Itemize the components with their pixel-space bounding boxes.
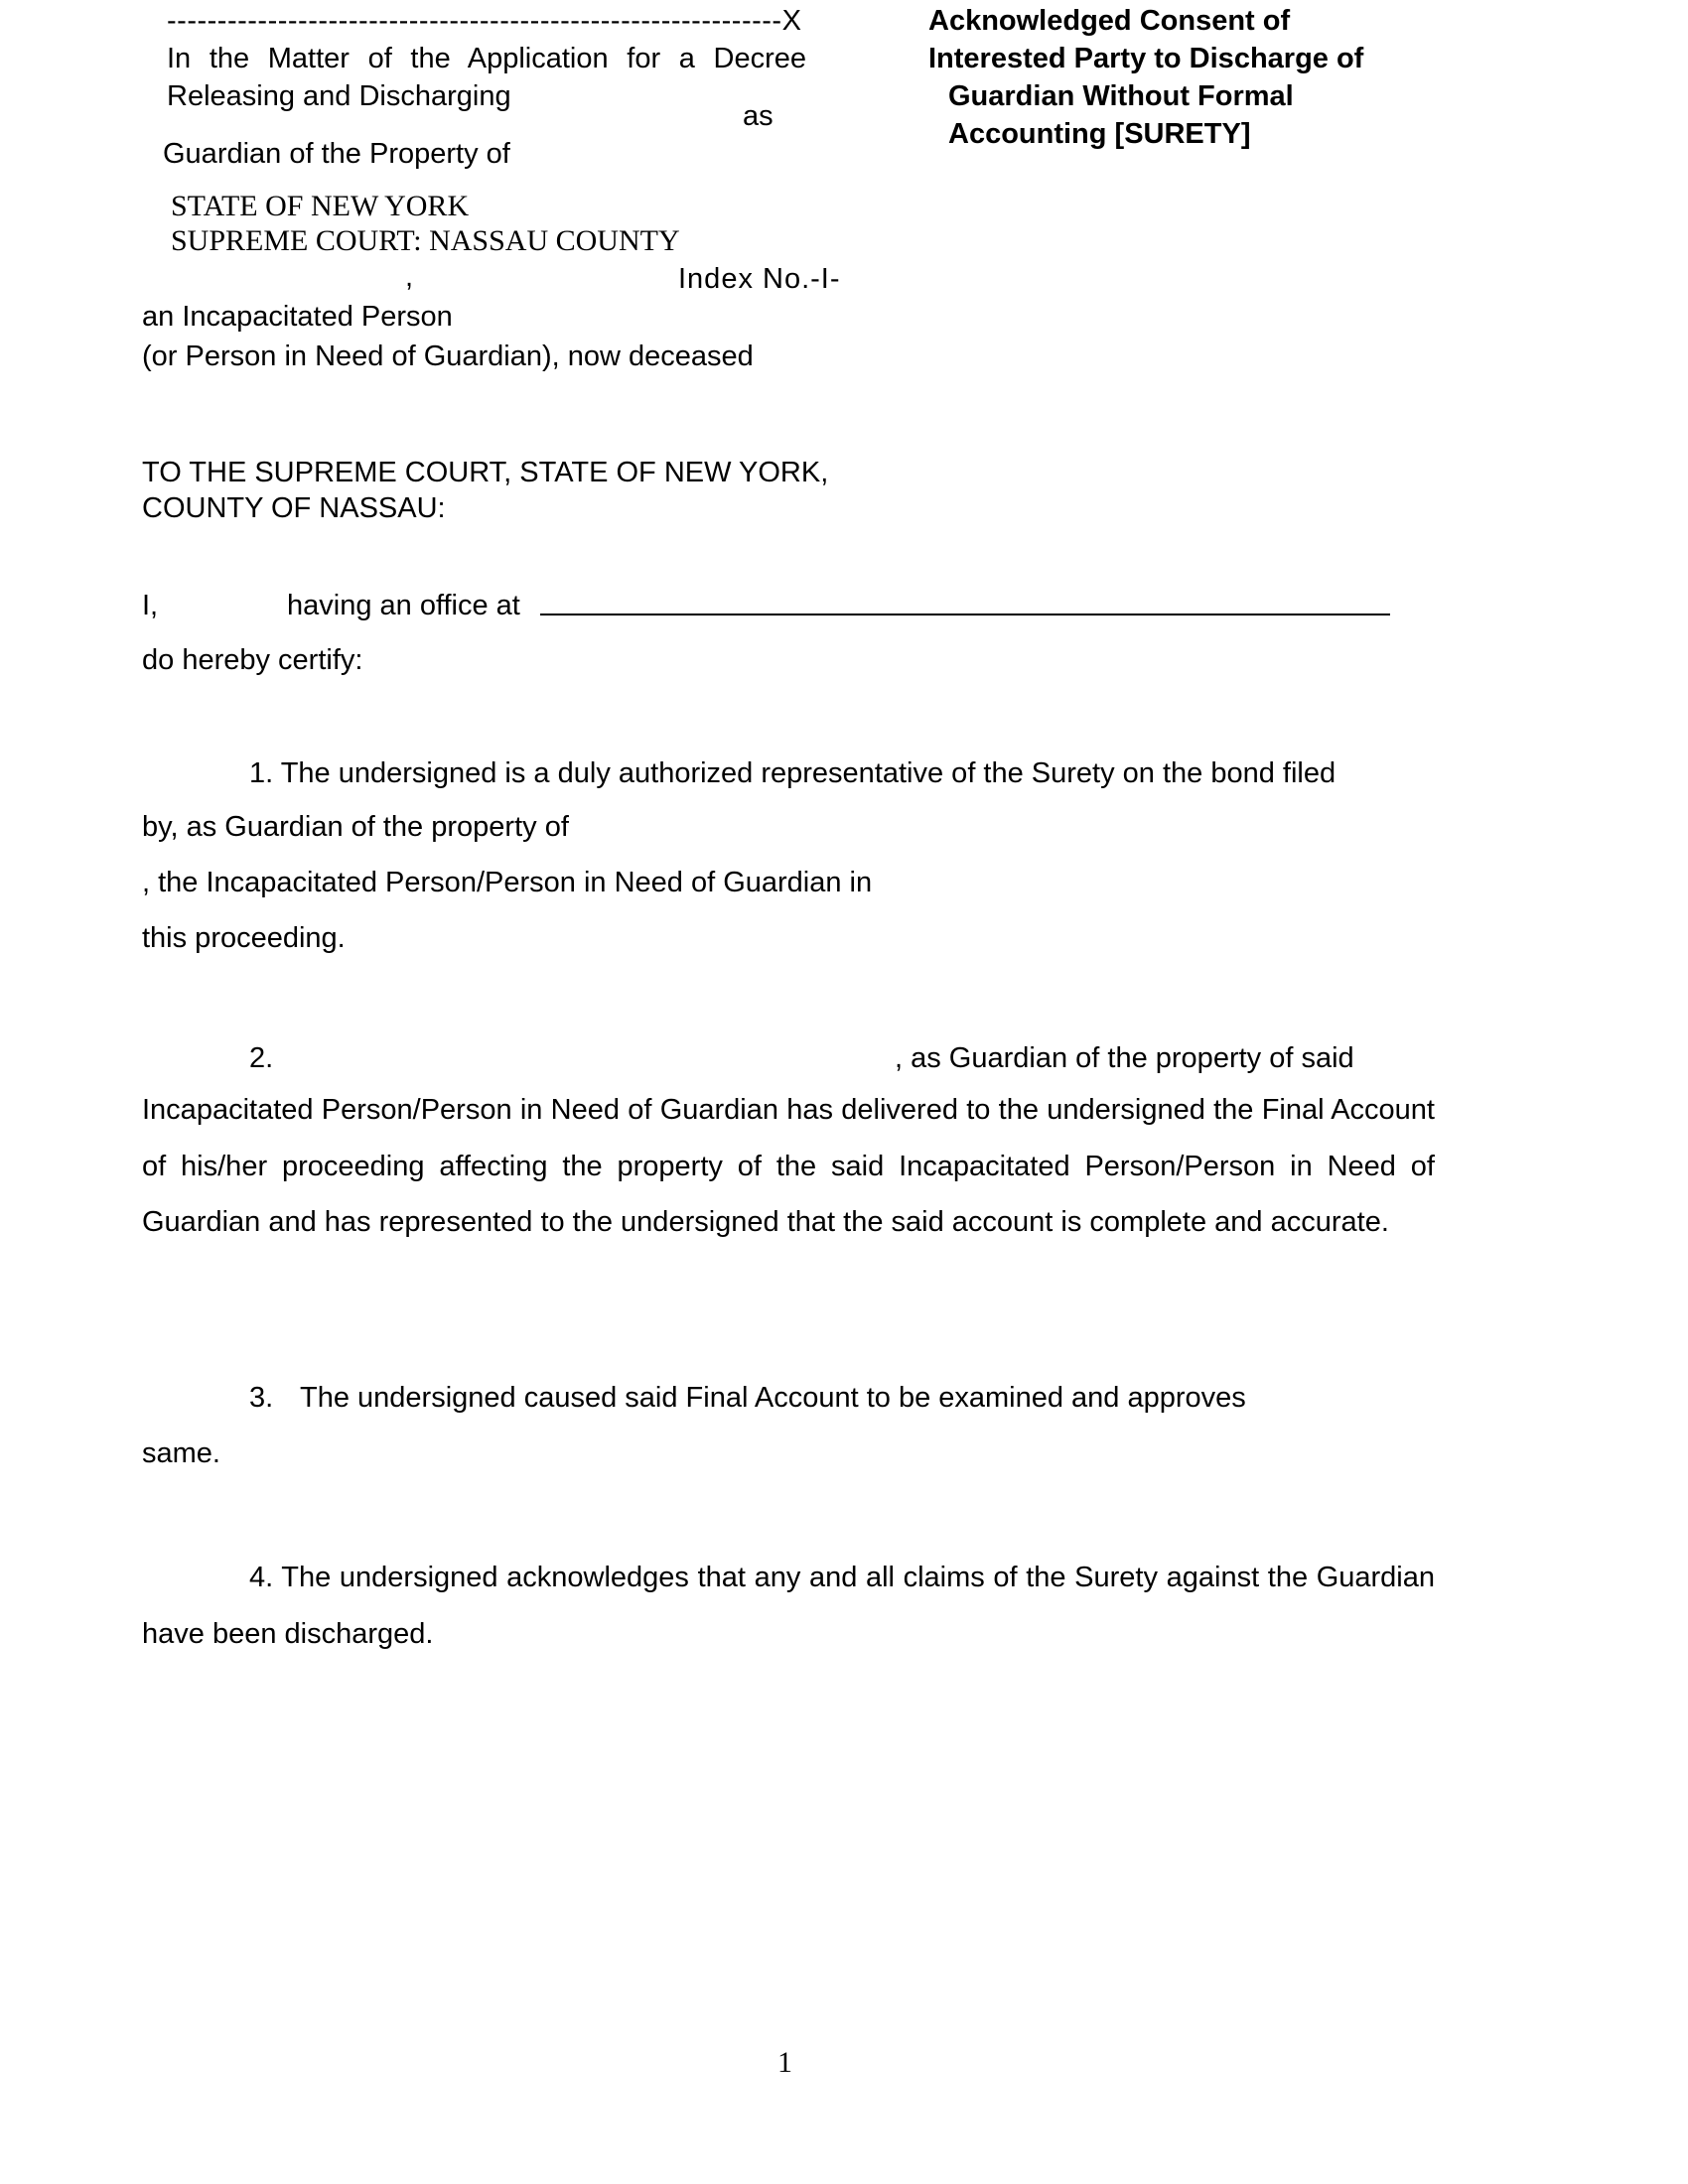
office-address-blank: [540, 614, 1390, 615]
court-name: SUPREME COURT: NASSAU COUNTY: [171, 224, 680, 257]
certifier-i: I,: [142, 590, 159, 621]
document-title-line1: Acknowledged Consent of: [928, 5, 1291, 37]
paragraph-1-third-line: , the Incapacitated Person/Person in Need of Guardian in: [142, 867, 873, 898]
addressee-court: TO THE SUPREME COURT, STATE OF NEW YORK,: [142, 457, 829, 488]
court-state: STATE OF NEW YORK: [171, 190, 470, 222]
paragraph-3-number: 3.: [249, 1382, 274, 1414]
paragraph-1-first-line: [142, 746, 1435, 802]
document-title-line4: Accounting [SURETY]: [948, 118, 1251, 150]
paragraph-2-body: Incapacitated Person/Person in Need of Guardian has delivered to the undersigned the Final Account of his/her proceeding affecting the property of the said Incapacitated Person/Person in Need of Guardian and has represented to the undersigned that the said account is complete and accurate.: [142, 1094, 1435, 1238]
paragraph-4-text: 4. The undersigned acknowledges that any and all claims of the Surety against the Guardian have been discharged.: [142, 1562, 1435, 1650]
caption-releasing-line: Releasing and Discharging: [167, 80, 511, 112]
caption-matter-line: In the Matter of the Application for a Decree: [167, 43, 806, 74]
document-title-line2: Interested Party to Discharge of: [928, 43, 1364, 74]
paragraph-1-text: 1. The undersigned is a duly authorized representative of the Surety on the bond filed: [249, 757, 1336, 789]
caption-divider: -------------------------------------------------------------X: [167, 5, 802, 37]
incapacitated-person: an Incapacitated Person: [142, 301, 453, 333]
paragraph-2-first-line: , as Guardian of the property of said: [895, 1042, 1354, 1074]
paragraph-1-fourth-line: this proceeding.: [142, 922, 346, 954]
page-number: 1: [777, 2046, 792, 2079]
index-number: Index No.-I-: [678, 263, 841, 295]
paragraph-3-text: The undersigned caused said Final Account to be examined and approves: [300, 1382, 1246, 1414]
caption-comma: ,: [405, 261, 414, 293]
paragraph-2-number: 2.: [249, 1042, 274, 1074]
caption-guardian-line: Guardian of the Property of: [163, 138, 510, 170]
office-label: having an office at: [287, 590, 520, 621]
addressee-county: COUNTY OF NASSAU:: [142, 492, 446, 524]
paragraph-1-second-line: by, as Guardian of the property of: [142, 811, 569, 843]
document-title-line3: Guardian Without Formal: [948, 80, 1294, 112]
caption-as: as: [743, 100, 774, 132]
incapacitated-note: (or Person in Need of Guardian), now deceased: [142, 341, 754, 372]
paragraph-4: [142, 1550, 1435, 1662]
certify-statement: do hereby certify:: [142, 644, 363, 676]
paragraph-3-continuation: same.: [142, 1437, 220, 1469]
